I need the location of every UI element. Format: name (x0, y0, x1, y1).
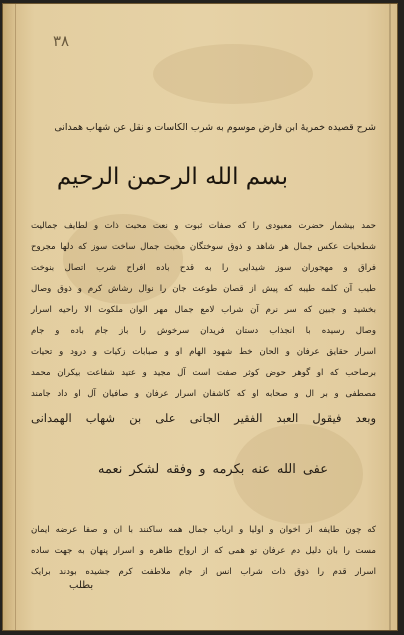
text-line: حمد بیشمار حضرت معبودی را که صفات ثبوت و نعت محبت ذات و لطایف جمالیت (31, 221, 376, 231)
text-line: مصطفی و بر ال و صحابه او که کاشفان اسرار عرفان و صافیان آل او داد جامند (31, 389, 376, 399)
text-line: مست را بان دلیل دم عرفان تو همی که از ارواح طاهره و اسرار پنهان به جهت ساده (31, 546, 376, 556)
text-line: برصاحب که او گوهر حوض کوثر صفت است آل مجید و عتید شفاعت بیکران محمد (31, 368, 376, 378)
text-line: طیب آن کلمه طیبه که پیش از قصان طوعت جان را نوال رشاش کرم و ذوق وصال (31, 284, 376, 294)
prayer-line: عفی الله عنه بکرمه و وفقه لشکر نعمه (98, 462, 328, 477)
text-line: شطحیات عکس جمال هر شاهد و ذوق سوختگان محبت جمال ساخت سوز که دلها مجروح (31, 242, 376, 252)
text-line: که چون طایفه از اخوان و اولیا و ارباب جمال همه ساکنند با ان و صفا عرضه ایمان (31, 525, 376, 535)
text-line: فراق و مهجوران سوز شیدایی را به قدح باده افراح شرب اتصال بنوخت (31, 263, 376, 273)
text-line: وصال رسیده با انجذاب دستان فریدان سرخوش را باز جام باده و جام (31, 326, 376, 336)
folio-number: ٣٨ (53, 32, 70, 50)
catchword: بطلب (69, 580, 94, 591)
manuscript-page (2, 3, 398, 631)
text-line: بخشید و جبین که سر نرم آن شراب لامع جمال مهر الوان ملکوت الا راحیه اسرار (31, 305, 376, 315)
paper-stain (153, 44, 313, 104)
author-line: وبعد فیقول العبد الفقیر الجانی علی بن شهاب الهمدانی (31, 411, 376, 425)
text-line: اسرار قدم را ذوق ذات شراب انس از جام ملاطفت کرم جشیده بودند برایک (31, 567, 376, 577)
treatise-title: شرح قصیده خمریۀ ابن فارض موسوم به شرب الکاسات و نقل عن شهاب همدانی (54, 122, 376, 133)
basmala: بسم الله الرحمن الرحیم (56, 164, 288, 190)
text-line: اسرار حقایق عرفان و الحان خط شهود الهام او و صبابات زکیات و درود و تحیات (31, 347, 376, 357)
